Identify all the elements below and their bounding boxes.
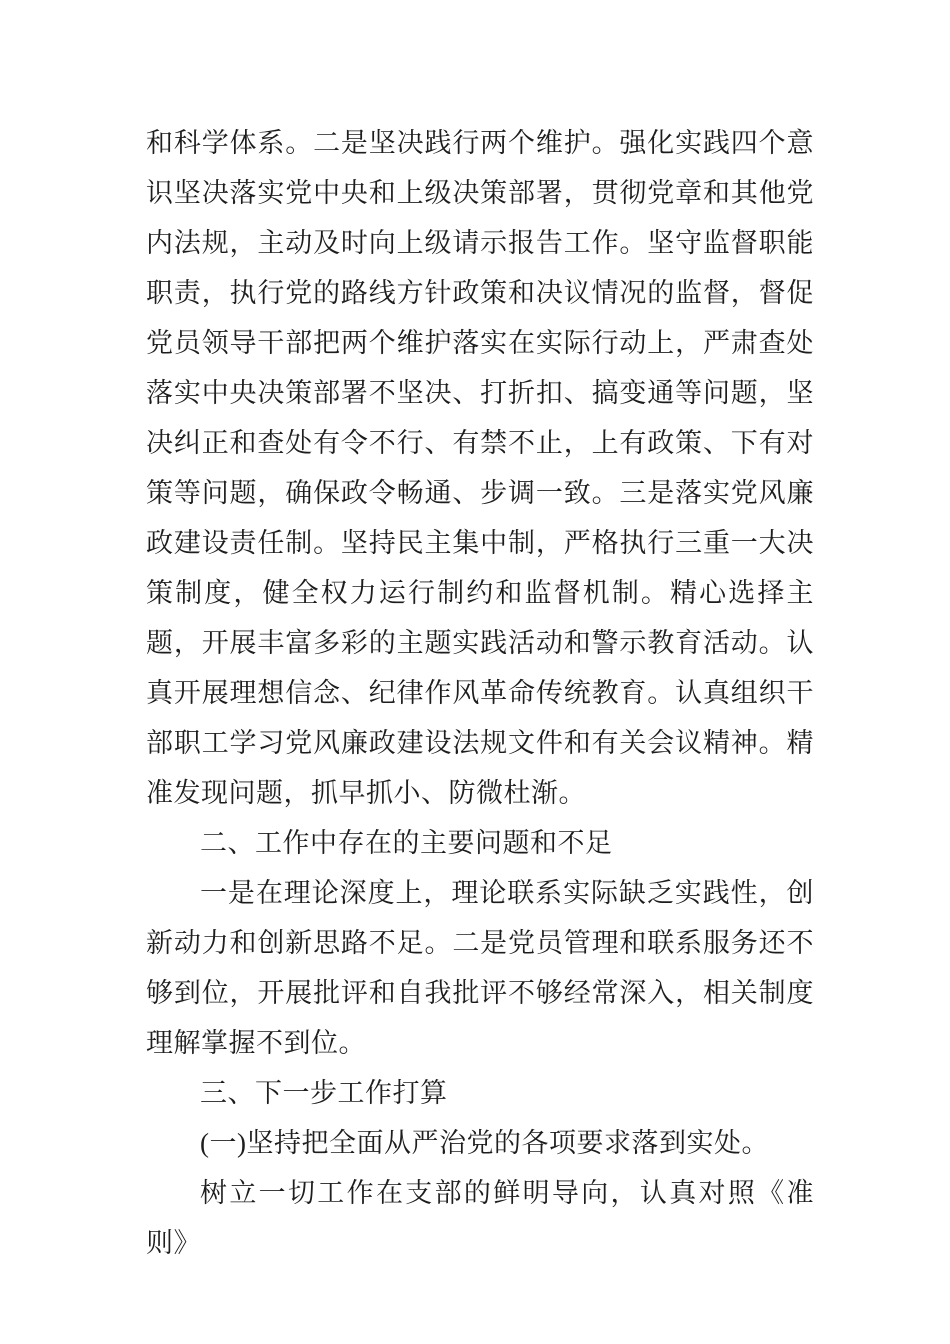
paragraph-plan-item-1: (一)坚持把全面从严治党的各项要求落到实处。 xyxy=(200,1128,769,1158)
paragraph-plan-body: 树立一切工作在支部的鲜明导向，认真对照《准则》 xyxy=(146,1178,814,1258)
paragraph-continuation: 和科学体系。二是坚决践行两个维护。强化实践四个意识坚决落实党中央和上级决策部署，贯彻党章和其他党内法规，主动及时向上级请示报告工作。坚守监督职能职责，执行党的路线方针政策和决议情况的监督，督促党员领导干部把两个维护落实在实际行动上，严肃查处落实中央决策部署不坚决、打折扣、搞变通等问题，坚决纠正和查处有令不行、有禁不止，上有政策、下有对策等问题，确保政令畅通、步调一致。三是落实党风廉政建设责任制。坚持民主集中制，严格执行三重一大决策制度，健全权力运行制约和监督机制。精心选择主题，开展丰富多彩的主题实践活动和警示教育活动。认真开展理想信念、纪律作风革命传统教育。认真组织干部职工学习党风廉政建设法规文件和有关会议精神。精准发现问题，抓早抓小、防微杜渐。 xyxy=(146,128,814,808)
paragraph-problems: 一是在理论深度上，理论联系实际缺乏实践性，创新动力和创新思路不足。二是党员管理和联系服务还不够到位，开展批评和自我批评不够经常深入，相关制度理解掌握不到位。 xyxy=(146,878,814,1058)
section-heading-2: 二、工作中存在的主要问题和不足 xyxy=(200,828,613,858)
section-heading-3: 三、下一步工作打算 xyxy=(200,1078,448,1108)
document-text-block xyxy=(146,118,814,1268)
